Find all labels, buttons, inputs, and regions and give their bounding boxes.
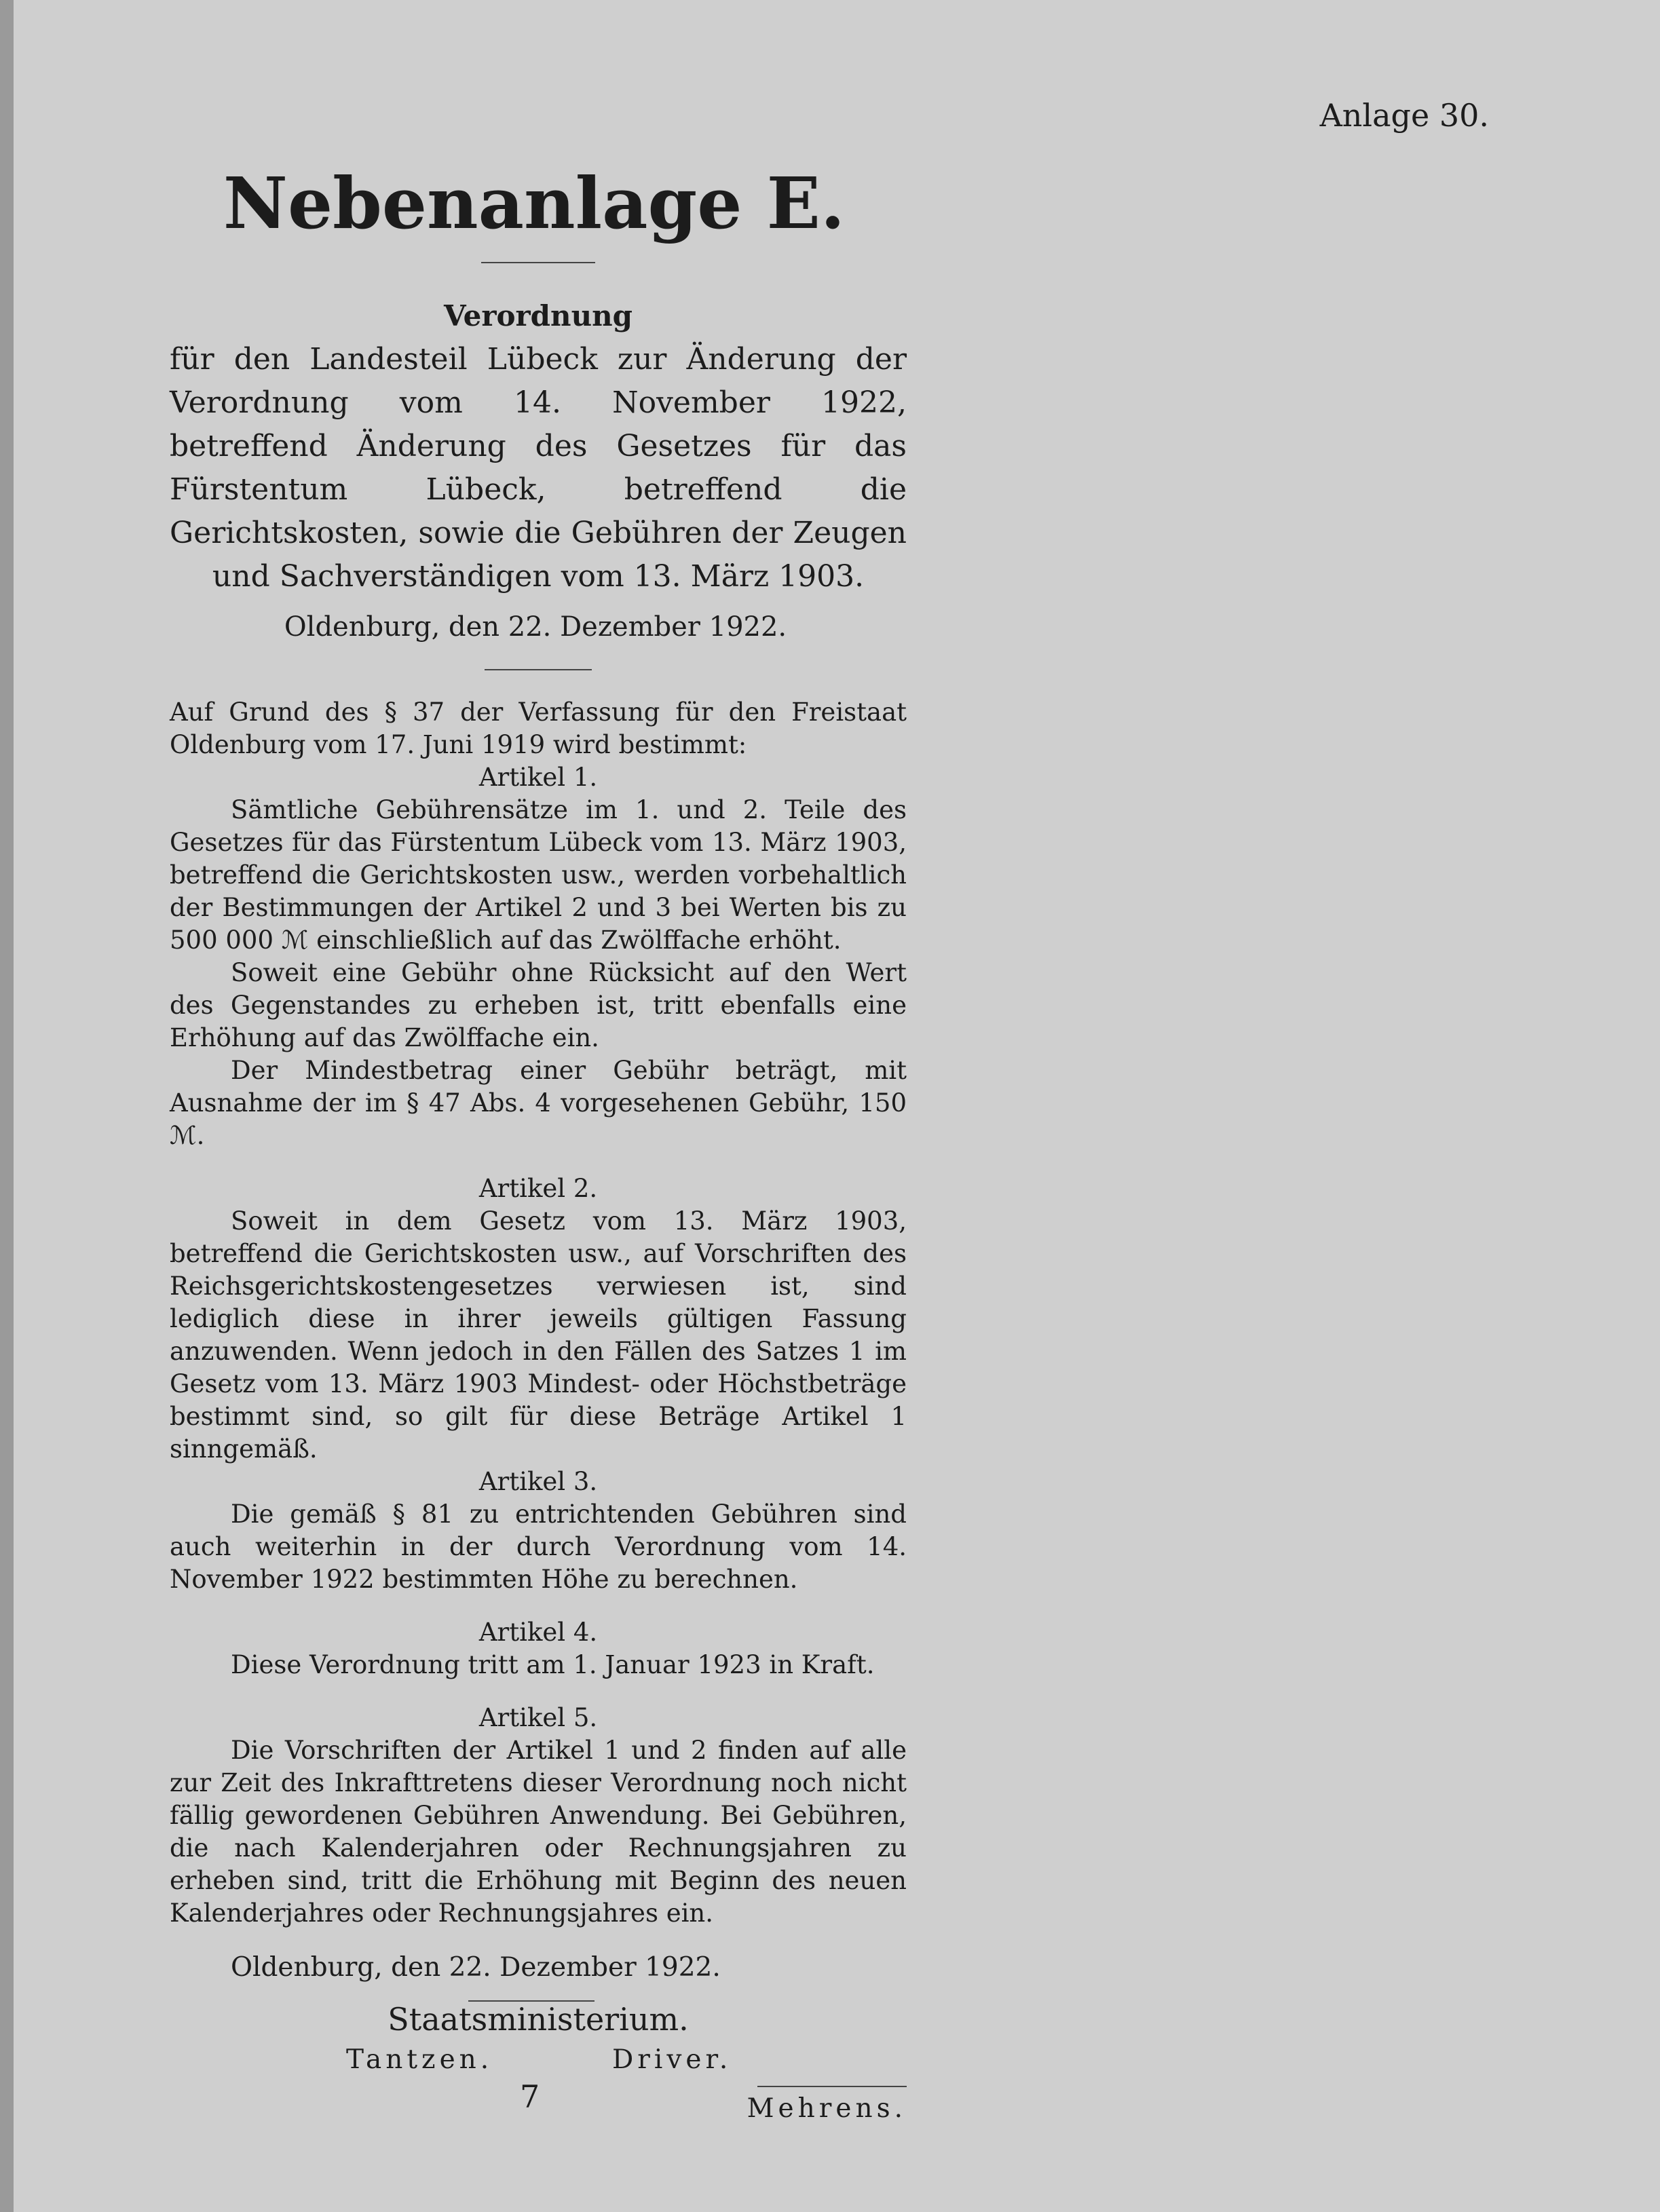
date-top: Oldenburg, den 22. Dezember 1922. — [284, 611, 787, 643]
signature-rule — [757, 2086, 907, 2087]
subtitle-divider — [485, 669, 592, 670]
article-1-paragraph-1: Sämtliche Gebührensätze im 1. und 2. Teile des Gesetzes für das Fürstentum Lübeck vom 13. März 1903, betreffend die Gerichtskosten usw., werden vorbehaltlich der Bestimmungen der Artikel 2 und 3 bei Werten bis zu 500 000 ℳ einschließlich auf das Zwölffache erhöht. — [170, 795, 907, 955]
page-number: 7 — [520, 2078, 540, 2115]
article-heading: Artikel 2. — [478, 1174, 598, 1203]
article-heading: Artikel 4. — [478, 1618, 598, 1647]
signature-row — [170, 2042, 907, 2080]
article-1-paragraph-3: Der Mindestbetrag einer Gebühr beträgt, mit Ausnahme der im § 47 Abs. 4 vorgesehenen Gebühr, 150 ℳ. — [170, 1056, 907, 1150]
article-heading: Artikel 3. — [478, 1467, 598, 1496]
page-title: Nebenanlage E. — [223, 161, 846, 245]
article-3-paragraph-1: Die gemäß § 81 zu entrichtenden Gebühren sind auch weiterhin in der durch Verordnung vom 14. November 1922 bestimmten Höhe zu berechnen. — [170, 1500, 907, 1594]
title-divider — [481, 262, 595, 263]
signature-tantzen: Tantzen. — [346, 2044, 493, 2075]
anlage-label: Anlage 30. — [1319, 97, 1489, 134]
signature-mehrens: Mehrens. — [747, 2093, 907, 2124]
article-5-paragraph-1: Die Vorschriften der Artikel 1 und 2 finden auf alle zur Zeit des Inkrafttretens dieser Verordnung noch nicht fällig gewordenen Gebühren Anwendung. Bei Gebühren, die nach Kalenderjahren oder Rechnungsjahren zu erheben sind, tritt die Erhöhung mit Beginn des neuen Kalenderjahres oder Rechnungsjahres ein. — [170, 1736, 907, 1928]
signatory-body: Staatsministerium. — [388, 2001, 689, 2038]
bottom-divider — [468, 2000, 595, 2002]
main-column — [170, 156, 907, 2127]
preamble: Auf Grund des § 37 der Verfassung für den Freistaat Oldenburg vom 17. Juni 1919 wird bestimmt: — [170, 698, 907, 759]
signature-driver: Driver. — [612, 2044, 732, 2075]
date-bottom: Oldenburg, den 22. Dezember 1922. — [231, 1952, 721, 1983]
article-heading: Artikel 1. — [478, 763, 598, 792]
article-4-paragraph-1: Diese Verordnung tritt am 1. Januar 1923 in Kraft. — [231, 1650, 875, 1679]
scan-edge — [0, 0, 14, 2212]
article-2-paragraph-1: Soweit in dem Gesetz vom 13. März 1903, betreffend die Gerichtskosten usw., auf Vorschriften des Reichsgerichtskostengesetzes verwiesen ist, sind lediglich diese in ihrer jeweils gültigen Fassung anzuwenden. Wenn jedoch in den Fällen des Satzes 1 im Gesetz vom 13. März 1903 Mindest- oder Höchstbeträge bestimmt sind, so gilt für diese Beträge Artikel 1 sinngemäß. — [170, 1206, 907, 1464]
verordnung-subtitle: für den Landesteil Lübeck zur Änderung der Verordnung vom 14. November 1922, betreffend Änderung des Gesetzes für das Fürstentum Lübeck, betreffend die Gerichtskosten, sowie die Gebühren der Zeugen und Sachverständigen vom 13. März 1903. — [170, 342, 907, 594]
article-1-paragraph-2: Soweit eine Gebühr ohne Rücksicht auf den Wert des Gegenstandes zu erheben ist, tritt ebenfalls eine Erhöhung auf das Zwölffache ein. — [170, 958, 907, 1052]
verordnung-heading: Verordnung — [443, 299, 633, 332]
article-heading: Artikel 5. — [478, 1703, 598, 1732]
